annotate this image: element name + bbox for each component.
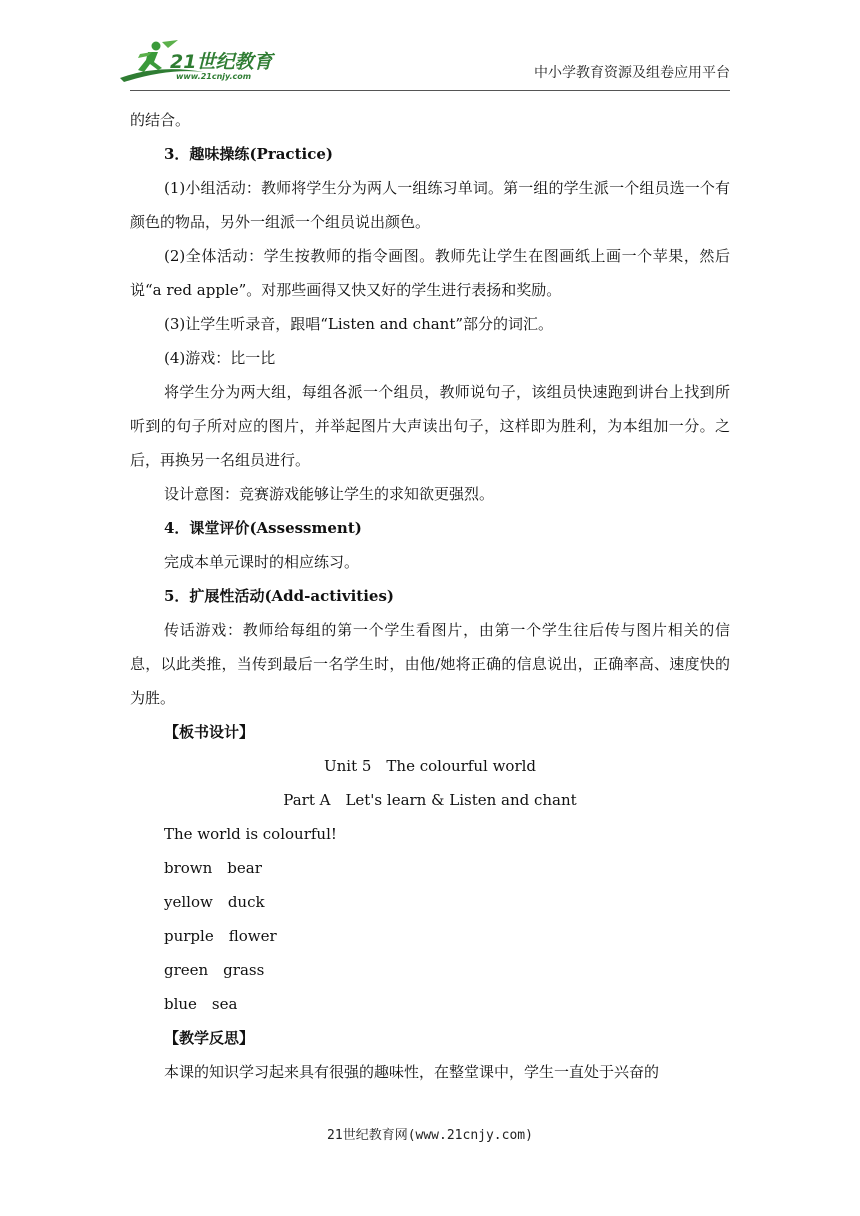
document-body xyxy=(130,103,730,1089)
paragraph: (3)让学生听录音，跟唱“Listen and chant”部分的词汇。 xyxy=(164,315,554,333)
board-line: The world is colourful! xyxy=(164,825,337,843)
section-heading-board-design: 【板书设计】 xyxy=(164,723,255,741)
board-subtitle: Part A Let's learn & Listen and chant xyxy=(283,791,577,809)
board-line: purple flower xyxy=(164,927,277,945)
board-line: green grass xyxy=(164,961,265,979)
logo-url: www.21cnjy.com xyxy=(176,72,252,81)
section-heading-assessment: 4．课堂评价(Assessment) xyxy=(164,519,362,537)
page-footer: 21世纪教育网(www.21cnjy.com) xyxy=(327,1128,533,1143)
section-heading-practice: 3．趣味操练(Practice) xyxy=(164,145,333,163)
paragraph: 完成本单元课时的相应练习。 xyxy=(164,553,360,571)
board-line: brown bear xyxy=(164,859,262,877)
paragraph: 本课的知识学习起来具有很强的趣味性，在整堂课中，学生一直处于兴奋的 xyxy=(164,1063,660,1081)
section-heading-add-activities: 5．扩展性活动(Add-activities) xyxy=(164,587,394,605)
paragraph: (2)全体活动：学生按教师的指令画图。教师先让学生在图画纸上画一个苹果，然后说“a red apple”。对那些画得又快又好的学生进行表扬和奖励。 xyxy=(130,247,730,299)
section-heading-reflection: 【教学反思】 xyxy=(164,1029,255,1047)
page-header xyxy=(0,0,860,100)
paragraph: 将学生分为两大组，每组各派一个组员，教师说句子，该组员快速跑到讲台上找到所听到的句子所对应的图片，并举起图片大声读出句子，这样即为胜利，为本组加一分。之后，再换另一名组员进行。 xyxy=(130,383,730,469)
board-line: yellow duck xyxy=(164,893,265,911)
paragraph: 设计意图：竞赛游戏能够让学生的求知欲更强烈。 xyxy=(164,485,495,503)
board-line: blue sea xyxy=(164,995,238,1013)
site-logo xyxy=(118,38,286,86)
platform-name: 中小学教育资源及组卷应用平台 xyxy=(534,65,730,81)
logo-text: 21世纪教育 xyxy=(170,51,273,73)
paragraph: (1)小组活动：教师将学生分为两人一组练习单词。第一组的学生派一个组员选一个有颜色的物品，另外一组派一个组员说出颜色。 xyxy=(130,179,730,231)
paragraph: 传话游戏：教师给每组的第一个学生看图片，由第一个学生往后传与图片相关的信息，以此类推，当传到最后一名学生时，由他/她将正确的信息说出，正确率高、速度快的为胜。 xyxy=(130,621,730,707)
paragraph: 的结合。 xyxy=(130,111,191,129)
header-divider xyxy=(130,90,730,91)
paragraph: (4)游戏：比一比 xyxy=(164,349,276,367)
runner-logo-icon xyxy=(118,38,286,86)
board-title: Unit 5 The colourful world xyxy=(323,757,537,775)
